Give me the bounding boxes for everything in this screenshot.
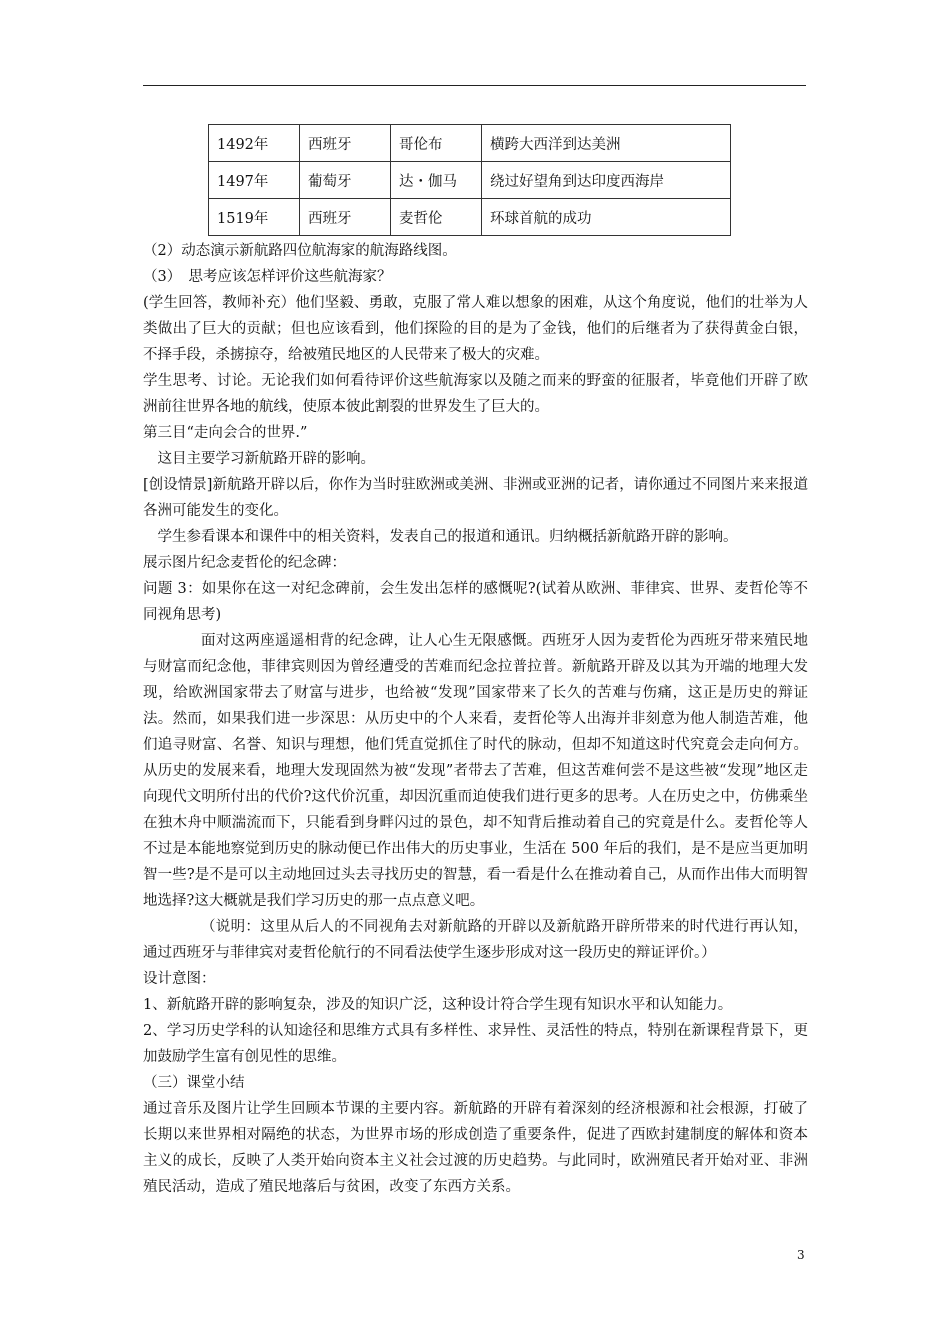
table-cell: 西班牙	[300, 199, 391, 236]
section-heading: 第三目“走向会合的世界.”	[143, 425, 308, 441]
paragraph: （3） 思考应该怎样评价这些航海家？	[143, 269, 392, 285]
table-cell: 葡萄牙	[300, 162, 391, 199]
table-cell: 达・伽马	[391, 162, 482, 199]
table-cell: 1492年	[209, 125, 300, 162]
list-item: 1、新航路开辟的影响复杂，涉及的知识广泛，这种设计符合学生现有知识水平和认知能力。	[143, 997, 733, 1013]
paragraph: 学生参看课本和课件中的相关资料，发表自己的报道和通讯。归纳概括新航路开辟的影响。	[157, 529, 738, 545]
table-row	[209, 199, 731, 236]
paragraph: （2）动态演示新航路四位航海家的航海路线图。	[143, 243, 457, 259]
paragraph: 学生思考、讨论。无论我们如何看待评价这些航海家以及随之而来的野蛮的征服者，毕竟他们开辟了欧洲前往世界各地的航线，使原本彼此割裂的世界发生了巨大的。	[143, 373, 808, 415]
table-cell: 1497年	[209, 162, 300, 199]
paragraph: (学生回答，教师补充）他们坚毅、勇敢，克服了常人难以想象的困难，从这个角度说，他们的壮举为人类做出了巨大的贡献；但也应该看到，他们探险的目的是为了金钱，他们的后继者为了获得黄金白银，不择手段，杀掳掠夺，给被殖民地区的人民带来了极大的灾难。	[143, 295, 808, 363]
navigators-table	[208, 124, 731, 236]
table-cell: 横跨大西洋到达美洲	[482, 125, 731, 162]
list-item: 2、学习历史学科的认知途径和思维方式具有多样性、求异性、灵活性的特点，特别在新课程背景下，更加鼓励学生富有创见性的思维。	[143, 1023, 808, 1065]
table-cell: 西班牙	[300, 125, 391, 162]
document-body	[143, 238, 808, 1200]
page-number: 3	[797, 1248, 805, 1262]
table-row	[209, 125, 731, 162]
question-paragraph: 问题 3：如果你在这一对纪念碑前，会生发出怎样的感慨呢?(试着从欧洲、菲律宾、世界、麦哲伦等不同视角思考)	[143, 581, 808, 623]
paragraph: [创设情景]新航路开辟以后，你作为当时驻欧洲或美洲、非洲或亚洲的记者，请你通过不同图片来来报道各洲可能发生的变化。	[143, 477, 808, 519]
paragraph: 通过音乐及图片让学生回顾本节课的主要内容。新航路的开辟有着深刻的经济根源和社会根源，打破了长期以来世界相对隔绝的状态，为世界市场的形成创造了重要条件，促进了西欧封建制度的解体和资本主义的成长，反映了人类开始向资本主义社会过渡的历史趋势。与此同时，欧洲殖民者开始对亚、非洲殖民活动，造成了殖民地落后与贫困，改变了东西方关系。	[143, 1101, 808, 1195]
note-paragraph: （说明：这里从后人的不同视角去对新航路的开辟以及新航路开辟所带来的时代进行再认知，通过西班牙与菲律宾对麦哲伦航行的不同看法使学生逐步形成对这一段历史的辩证评价。）	[143, 919, 808, 961]
table-cell: 哥伦布	[391, 125, 482, 162]
table-row	[209, 162, 731, 199]
paragraph: 这目主要学习新航路开辟的影响。	[157, 451, 375, 467]
table-cell: 1519年	[209, 199, 300, 236]
header-rule	[143, 85, 806, 86]
table-cell: 环球首航的成功	[482, 199, 731, 236]
paragraph: 面对这两座遥遥相背的纪念碑，让人心生无限感慨。西班牙人因为麦哲伦为西班牙带来殖民地与财富而纪念他，菲律宾则因为曾经遭受的苦难而纪念拉普拉普。新航路开辟及以其为开端的地理大发现，给欧洲国家带去了财富与进步，也给被“发现”国家带来了长久的苦难与伤痛，这正是历史的辩证法。然而，如果我们进一步深思：从历史中的个人来看，麦哲伦等人出海并非刻意为他人制造苦难，他们追寻财富、名誉、知识与理想，他们凭直觉抓住了时代的脉动，但却不知道这时代究竟会走向何方。从历史的发展来看，地理大发现固然为被“发现”者带去了苦难，但这苦难何尝不是这些被“发现”地区走向现代文明所付出的代价?这代价沉重，却因沉重而迫使我们进行更多的思考。人在历史之中，仿佛乘坐在独木舟中顺湍流而下，只能看到身畔闪过的景色，却不知背后推动着自己的究竟是什么。麦哲伦等人不过是本能地察觉到历史的脉动便已作出伟大的历史事业，生活在 500 年后的我们，是不是应当更加明智一些?是不是可以主动地回过头去寻找历史的智慧，看一看是什么在推动着自己，从而作出伟大而明智地选择?这大概就是我们学习历史的那一点点意义吧。	[143, 633, 808, 909]
table-cell: 麦哲伦	[391, 199, 482, 236]
table-cell: 绕过好望角到达印度西海岸	[482, 162, 731, 199]
section-heading: 设计意图：	[143, 971, 216, 987]
section-heading: （三）课堂小结	[143, 1075, 245, 1091]
paragraph: 展示图片纪念麦哲伦的纪念碑：	[143, 555, 346, 571]
